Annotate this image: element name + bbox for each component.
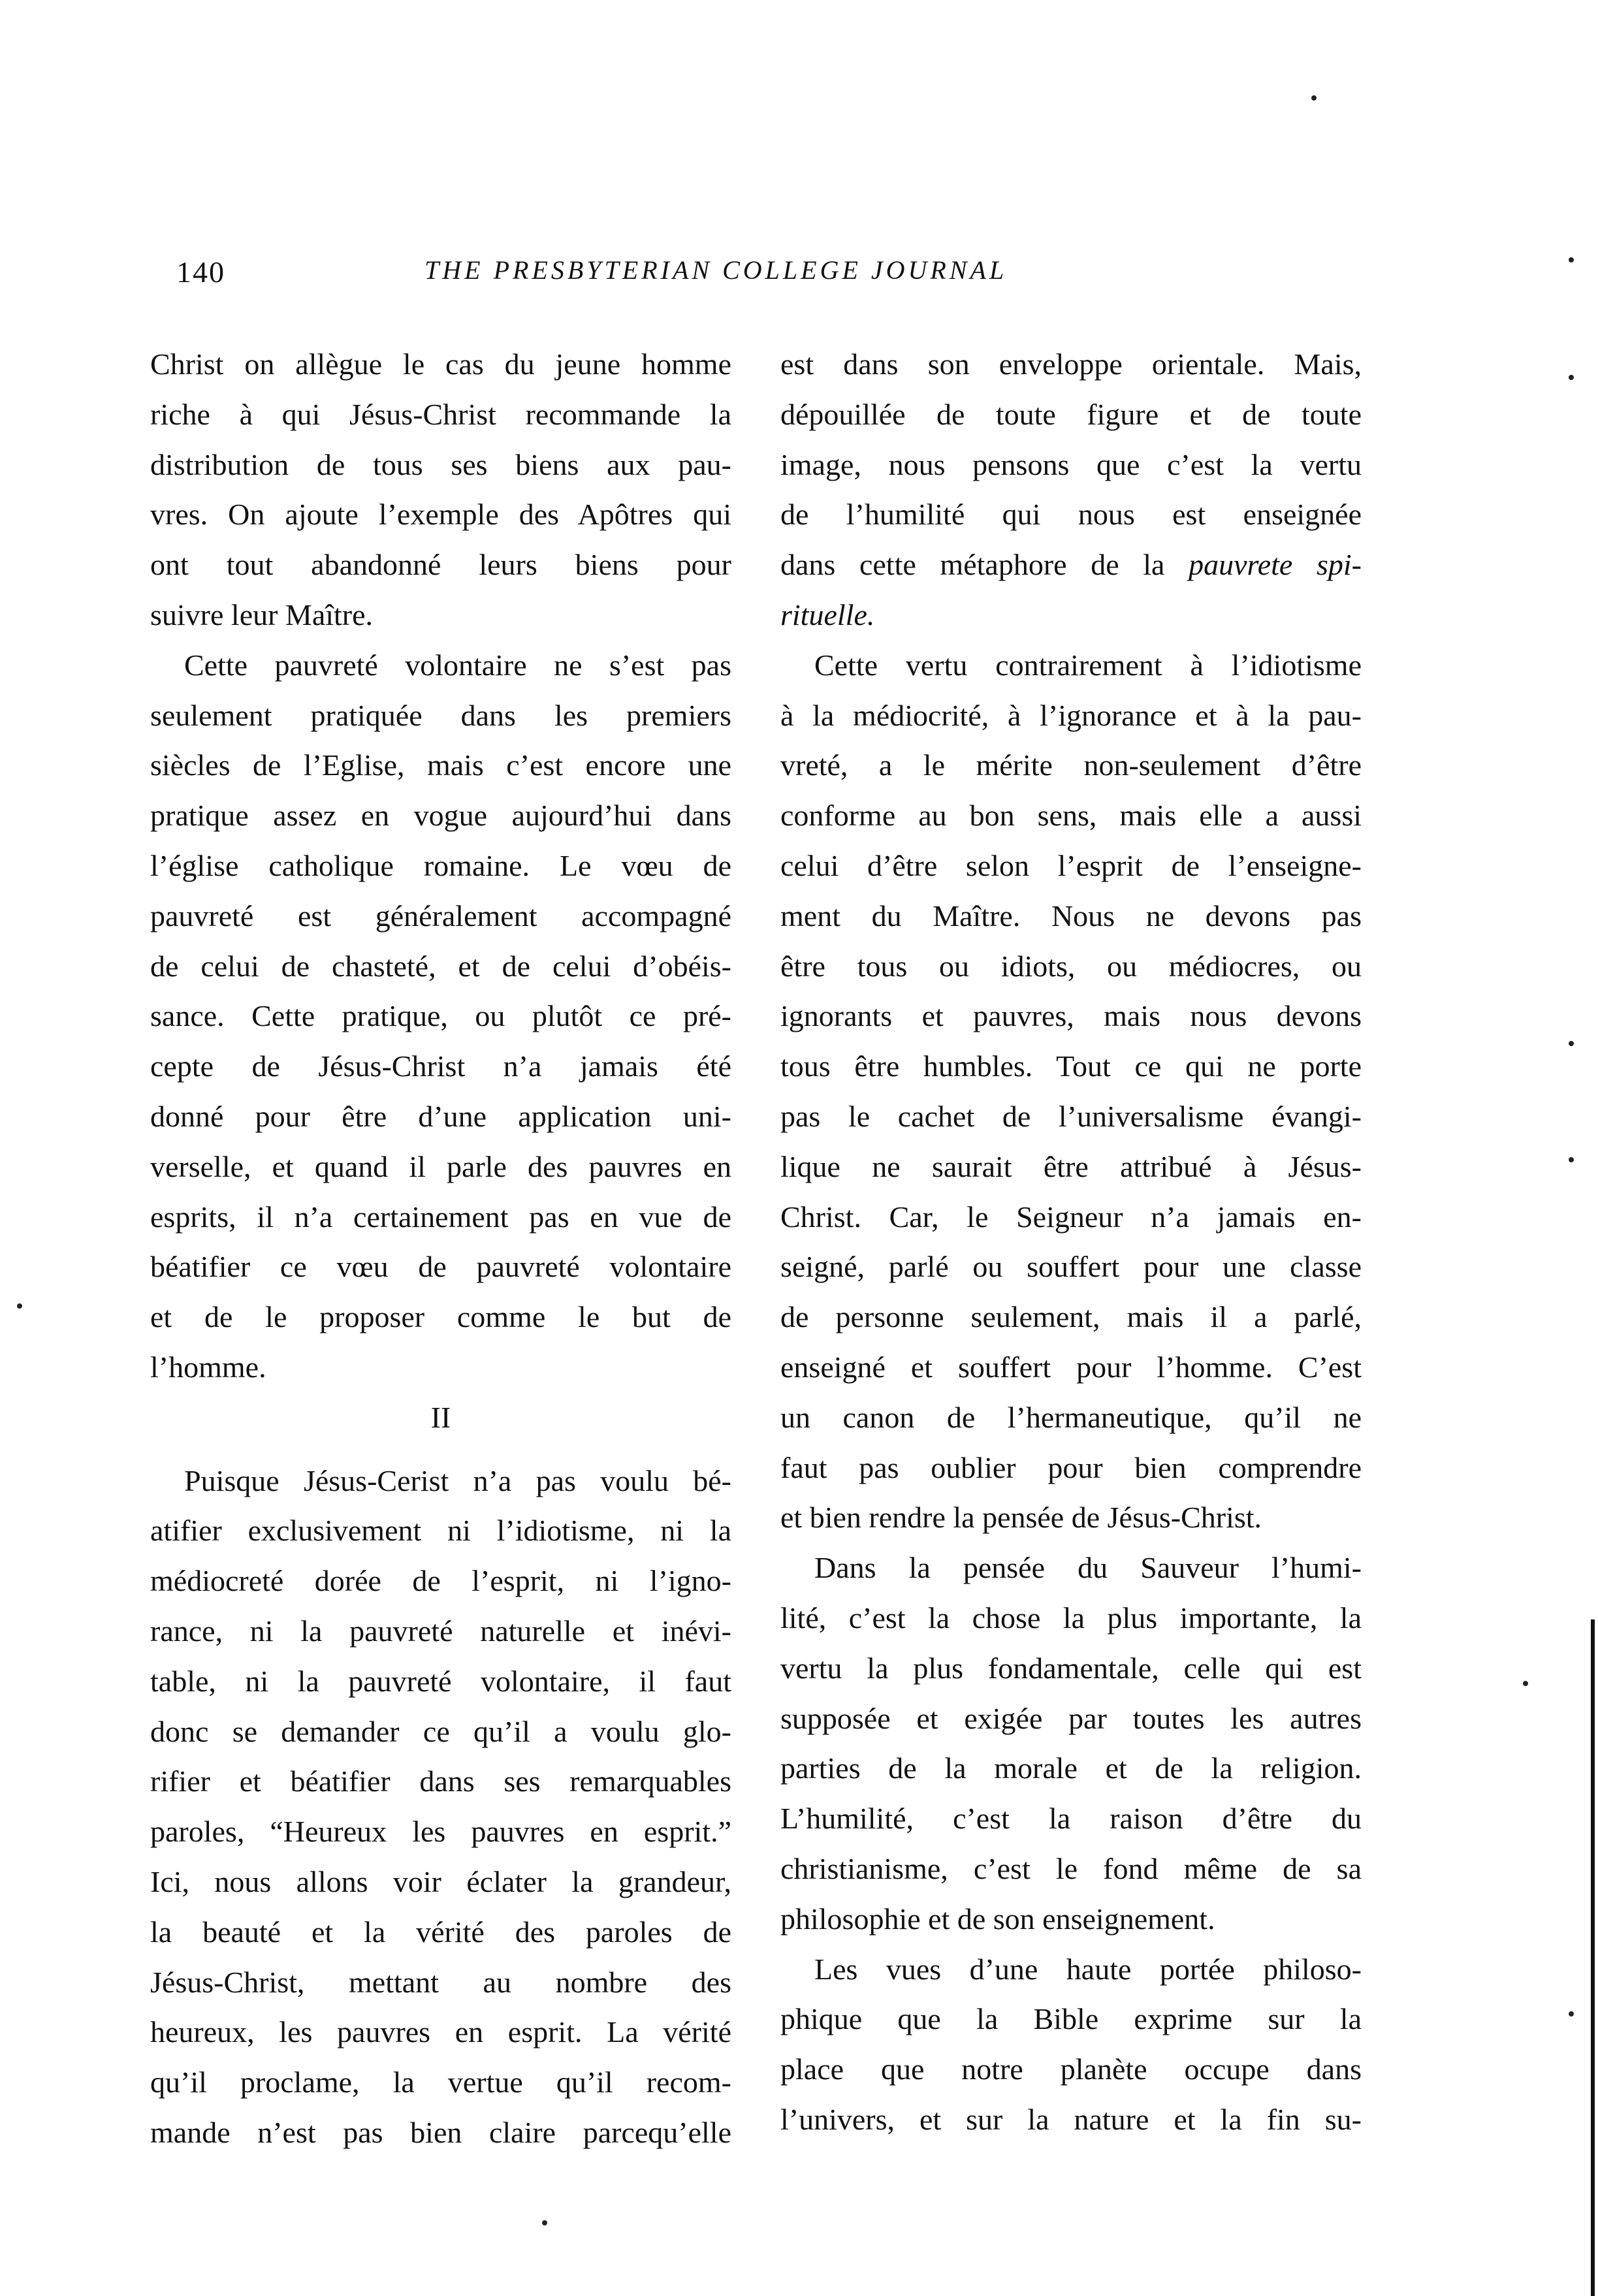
- text-line: lité, c’est la chose la plus importante, la: [780, 1601, 1362, 1634]
- page-number: 140: [176, 255, 225, 289]
- text-line: vres. On ajoute l’exemple des Apôtres qui: [150, 498, 731, 532]
- text-line: est dans son enveloppe orientale. Mais,: [780, 347, 1362, 381]
- text-line: lique ne saurait être attribué à Jésus-: [780, 1149, 1362, 1183]
- paragraph-start: Dans la pensée du Sauveur l’humi-: [814, 1551, 1362, 1585]
- text-line: conforme au bon sens, mais elle a aussi: [780, 799, 1362, 833]
- text-line: ignorants et pauvres, mais nous devons: [780, 999, 1362, 1033]
- text-line: vertu la plus fondamentale, celle qui est: [780, 1651, 1362, 1685]
- text-line: heureux, les pauvres en esprit. La vérité: [150, 2015, 731, 2049]
- text-line: celui d’être selon l’esprit de l’enseigne-: [780, 848, 1362, 882]
- text-line: l’univers, et sur la nature et la fin su-: [780, 2102, 1362, 2136]
- text-line: tous être humbles. Tout ce qui ne porte: [780, 1049, 1362, 1083]
- text-line: riche à qui Jésus-Christ recommande la: [150, 397, 731, 431]
- text-line: suivre leur Maître.: [150, 598, 374, 631]
- text-line: table, ni la pauvreté volontaire, il faut: [150, 1664, 731, 1698]
- text-line: atifier exclusivement ni l’idiotisme, ni la: [150, 1514, 731, 1548]
- text-line: paroles, “Heureux les pauvres en esprit.”: [150, 1815, 731, 1849]
- scan-speck: [1569, 257, 1574, 263]
- scan-speck: [1311, 95, 1317, 101]
- text-line: Jésus-Christ, mettant au nombre des: [150, 1965, 731, 1999]
- text-line: seulement pratiquée dans les premiers: [150, 698, 731, 732]
- text-line: donc se demander ce qu’il a voulu glo-: [150, 1714, 731, 1748]
- text-line: médiocreté dorée de l’esprit, ni l’igno-: [150, 1564, 731, 1598]
- text-line: pas le cachet de l’universalisme évangi-: [780, 1099, 1362, 1133]
- scan-speck: [542, 2220, 547, 2225]
- text-line: enseigné et souffert pour l’homme. C’est: [780, 1350, 1362, 1384]
- scan-speck: [1569, 1157, 1574, 1162]
- text-line: seigné, parlé ou souffert pour une classe: [780, 1250, 1362, 1284]
- scan-speck: [17, 1303, 22, 1309]
- text-line: dépouillée de toute figure et de toute: [780, 397, 1362, 431]
- text-line: phique que la Bible exprime sur la: [780, 2002, 1362, 2036]
- text-line: la beauté et la vérité des paroles de: [150, 1915, 731, 1949]
- page-header: [150, 255, 1424, 300]
- text-fragment: dans cette métaphore de la: [780, 548, 1165, 582]
- scan-speck: [1523, 1681, 1528, 1686]
- scan-speck: [1569, 375, 1574, 380]
- text-line: ment du Maître. Nous ne devons pas: [780, 899, 1362, 933]
- text-line: [780, 590, 1362, 641]
- paragraph-start: Puisque Jésus-Cerist n’a pas voulu bé-: [184, 1463, 731, 1497]
- text-line: ont tout abandonné leurs biens pour: [150, 548, 731, 582]
- left-column: [150, 340, 731, 2158]
- text-line: pauvreté est généralement accompagné: [150, 899, 731, 933]
- text-line: place que notre planète occupe dans: [780, 2052, 1362, 2086]
- right-column: [780, 340, 1362, 2145]
- text-line: rifier et béatifier dans ses remarquables: [150, 1764, 731, 1798]
- italic-phrase: rituelle.: [780, 598, 875, 631]
- paragraph-start: Cette pauvreté volontaire ne s’est pas: [184, 648, 731, 682]
- italic-phrase: pauvrete spi-: [1189, 548, 1362, 582]
- text-line: de celui de chasteté, et de celui d’obéis-: [150, 949, 731, 983]
- text-line: esprits, il n’a certainement pas en vue de: [150, 1200, 731, 1234]
- text-line: supposée et exigée par toutes les autres: [780, 1701, 1362, 1735]
- scan-speck: [1569, 2011, 1574, 2017]
- scan-edge-rule: [1591, 1619, 1595, 2296]
- text-line: Christ. Car, le Seigneur n’a jamais en-: [780, 1200, 1362, 1234]
- text-line: [780, 540, 1362, 590]
- paragraph-start: Cette vertu contrairement à l’idiotisme: [814, 648, 1362, 682]
- text-line: verselle, et quand il parle des pauvres en: [150, 1149, 731, 1183]
- text-line: de personne seulement, mais il a parlé,: [780, 1300, 1362, 1334]
- text-line: l’église catholique romaine. Le vœu de: [150, 848, 731, 882]
- scan-speck: [1569, 1041, 1574, 1046]
- text-line: cepte de Jésus-Christ n’a jamais été: [150, 1049, 731, 1083]
- text-line: sance. Cette pratique, ou plutôt ce pré-: [150, 999, 731, 1033]
- text-line: un canon de l’hermaneutique, qu’il ne: [780, 1400, 1362, 1434]
- text-line: Christ on allègue le cas du jeune homme: [150, 347, 731, 381]
- paragraph-start: Les vues d’une haute portée philoso-: [814, 1952, 1362, 1986]
- text-line: vreté, a le mérite non-seulement d’être: [780, 748, 1362, 782]
- text-line: pratique assez en vogue aujourd’hui dans: [150, 799, 731, 833]
- text-line: de l’humilité qui nous est enseignée: [780, 498, 1362, 532]
- text-line: béatifier ce vœu de pauvreté volontaire: [150, 1250, 731, 1284]
- text-line: être tous ou idiots, ou médiocres, ou: [780, 949, 1362, 983]
- text-line: philosophie et de son enseignement.: [780, 1902, 1215, 1936]
- text-line: image, nous pensons que c’est la vertu: [780, 447, 1362, 481]
- text-line: à la médiocrité, à l’ignorance et à la pau-: [780, 698, 1362, 732]
- text-line: donné pour être d’une application uni-: [150, 1099, 731, 1133]
- section-heading: II: [430, 1400, 451, 1434]
- text-line: siècles de l’Eglise, mais c’est encore une: [150, 748, 731, 782]
- text-line: faut pas oublier pour bien comprendre: [780, 1450, 1362, 1484]
- text-line: rance, ni la pauvreté naturelle et inévi-: [150, 1614, 731, 1648]
- text-line: et bien rendre la pensée de Jésus-Christ.: [780, 1501, 1262, 1535]
- running-title: THE PRESBYTERIAN COLLEGE JOURNAL: [424, 255, 1008, 285]
- text-line: mande n’est pas bien claire parcequ’elle: [150, 2115, 731, 2149]
- text-line: distribution de tous ses biens aux pau-: [150, 447, 731, 481]
- section-spacer: [150, 1443, 731, 1456]
- text-line: parties de la morale et de la religion.: [780, 1751, 1362, 1785]
- text-line: christianisme, c’est le fond même de sa: [780, 1851, 1362, 1885]
- text-line: Ici, nous allons voir éclater la grandeur,: [150, 1864, 731, 1898]
- text-line: et de le proposer comme le but de: [150, 1300, 731, 1334]
- text-line: l’homme.: [150, 1350, 266, 1384]
- text-line: L’humilité, c’est la raison d’être du: [780, 1802, 1362, 1836]
- text-line: qu’il proclame, la vertue qu’il recom-: [150, 2065, 731, 2099]
